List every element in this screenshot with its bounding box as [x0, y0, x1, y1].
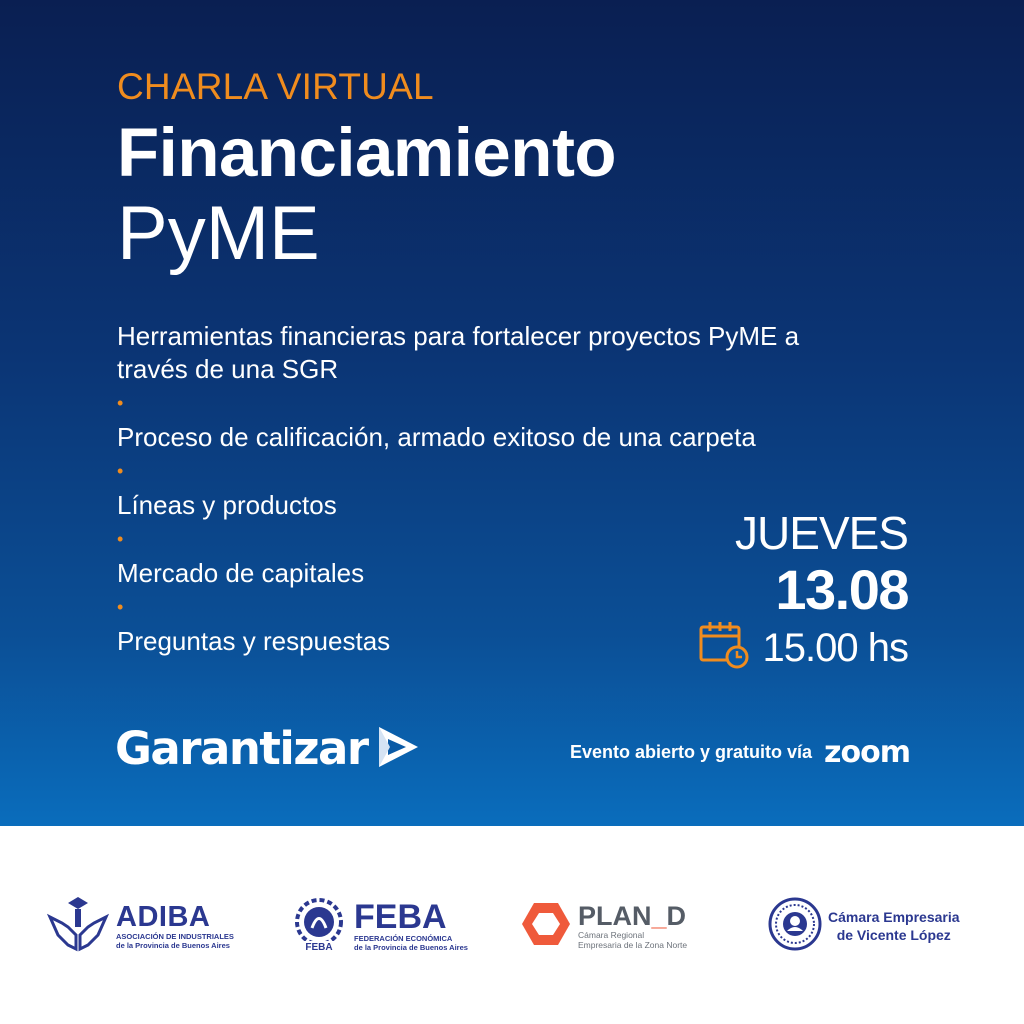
plan-d-text	[578, 902, 687, 950]
partners-band	[0, 826, 1024, 1024]
topic-item: Proceso de calificación, armado exitoso de una carpeta	[117, 422, 756, 452]
page-title-line2: PyME	[117, 191, 320, 276]
feba-sub1: FEDERACIÓN ECONÓMICA	[354, 934, 453, 943]
adiba-sub2: de la Provincia de Buenos Aires	[116, 941, 230, 950]
partner-feba	[290, 886, 468, 966]
topic-item: Líneas y productos	[117, 490, 337, 520]
garantizar-arrow-logo	[376, 725, 420, 773]
bullet-dot-icon: •	[117, 461, 124, 481]
event-date: 13.08	[775, 558, 908, 621]
bullet-dot-icon: •	[117, 597, 124, 617]
topic-item: Preguntas y respuestas	[117, 626, 391, 656]
plan-d-name-end: D	[666, 901, 687, 931]
feba-name: FEBA	[354, 898, 447, 936]
event-time-row	[699, 621, 908, 674]
plan-d-sub2: Empresaria de la Zona Norte	[578, 940, 688, 950]
bullet-dot-icon: •	[117, 529, 124, 549]
partner-plan-d	[520, 886, 687, 966]
plan-d-name-underscore: _	[651, 901, 667, 931]
adiba-hands-icon	[46, 895, 110, 957]
camara-text	[828, 908, 960, 944]
camara-seal-icon	[768, 897, 822, 955]
adiba-sub1: ASOCIACIÓN DE INDUSTRIALES	[116, 932, 234, 941]
camara-line2: de Vicente López	[836, 927, 951, 943]
event-access-text: Evento abierto y gratuito vía	[569, 742, 813, 762]
topic-item: Herramientas financieras para fortalecer proyectos PyME a través de una SGR	[117, 321, 800, 384]
event-kicker: CHARLA VIRTUAL	[117, 66, 434, 107]
camara-line1: Cámara Empresaria	[828, 909, 960, 925]
adiba-name: ADIBA	[116, 901, 211, 933]
partner-camara-vicente-lopez	[768, 886, 960, 966]
brand-name: Garantizar	[115, 722, 368, 775]
feba-badge-text: FEBA	[305, 942, 333, 953]
event-day: JUEVES	[735, 507, 908, 559]
plan-d-name	[578, 902, 687, 930]
feba-gear-icon	[290, 895, 348, 957]
event-info	[570, 735, 910, 770]
event-time: 15.00 hs	[762, 625, 908, 670]
bullet-dot-icon: •	[117, 393, 124, 413]
adiba-text	[116, 902, 234, 950]
schedule-block	[699, 505, 908, 674]
page-title-line1: Financiamiento	[117, 114, 617, 191]
feba-text	[354, 900, 468, 952]
zoom-logo: zoom	[824, 735, 910, 770]
plan-d-sub1: Cámara Regional	[578, 930, 645, 940]
plan-d-name-main: PLAN	[578, 901, 652, 931]
feba-sub2: de la Provincia de Buenos Aires	[354, 943, 468, 952]
calendar-clock-icon	[699, 621, 749, 674]
partner-adiba	[46, 886, 234, 966]
plan-d-hexagon-icon	[520, 900, 572, 952]
topic-item: Mercado de capitales	[117, 558, 365, 588]
garantizar-brand	[115, 722, 420, 775]
